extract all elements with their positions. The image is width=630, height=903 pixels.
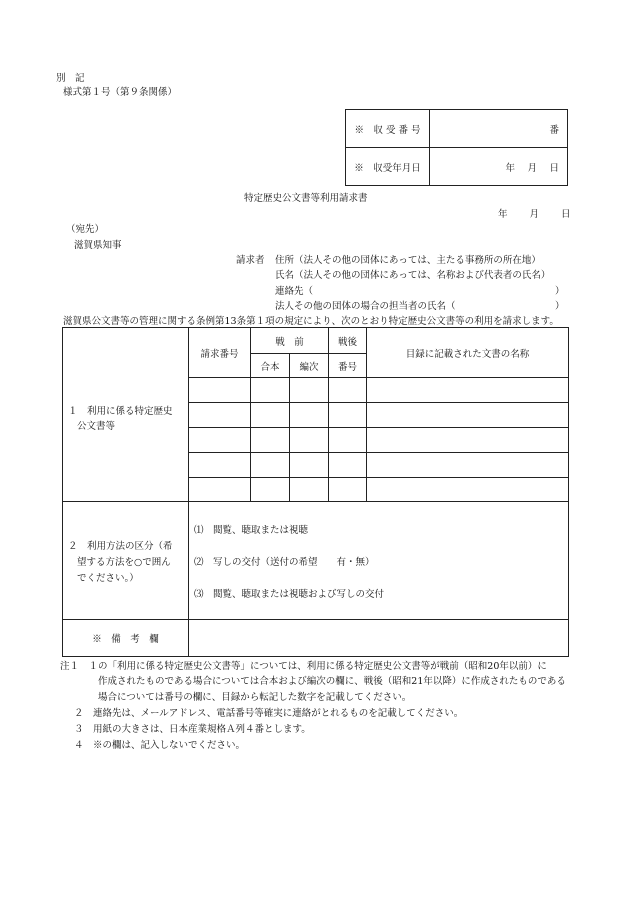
note-1-line2: 作成されたものである場合については合本および編次の欄に、戦後（昭和21年以降）に作成されたものである [98,676,566,687]
cell [189,478,251,502]
requester-contact: 連絡先（ [275,286,314,297]
cell [251,403,290,428]
header-prewar: 戦 前 [251,328,329,354]
note-1-line1: 注１ １の「利用に係る特定歴史公文書等」については、利用に係る特定歴史公文書等が戦前（昭和20年以前）に [60,661,547,672]
cell [329,478,367,502]
cell [329,378,367,403]
cell [329,428,367,453]
remarks-label: ※ 備 考 欄 [63,620,189,657]
cell [290,478,329,502]
document-title: 特定歴史公文書等利用請求書 [244,193,368,204]
addressee-name: 滋賀県知事 [74,240,122,251]
cell [290,378,329,403]
cell [189,403,251,428]
cell [251,478,290,502]
header-document-name: 目録に記載された文書の名称 [367,328,569,378]
requester-person: 法人その他の団体の場合の担当者の氏名（ [275,301,456,312]
note-4: ４ ※の欄は、記入しないでください。 [74,740,246,751]
receipt-number-unit: 番 [430,110,568,148]
receipt-date-label: ※ 収受年月日 [346,148,430,186]
note-3: ３ 用紙の大きさは、日本産業規格Ａ列４番とします。 [74,724,311,735]
cell [367,403,569,428]
method-label-line2: 望する方法を○で囲ん [77,557,171,568]
form-number: 様式第１号（第９条関係） [63,87,178,98]
cell [251,428,290,453]
cell [251,453,290,478]
request-statement: 滋賀県公文書等の管理に関する条例第13条第１項の規定により、次のとおり特定歴史公文書等の利用を請求します。 [63,316,559,327]
bekki-label: 別 記 [56,73,85,84]
method-label-line3: でください。） [77,573,139,584]
cell [189,453,251,478]
header-number: 番号 [329,354,367,378]
cell [189,428,251,453]
cell [251,378,290,403]
cell [329,453,367,478]
remarks-cell [189,620,569,657]
method-label-line1: ２ 利用方法の区分（希 [68,541,173,552]
request-table [62,327,569,657]
cell [367,453,569,478]
note-2: ２ 連絡先は、メールアドレス、電話番号等確実に連絡がとれるものを記載してください。 [74,708,464,719]
header-postwar: 戦後 [329,328,367,354]
addressee-label: （宛先） [66,224,105,235]
header-edition: 編次 [290,354,329,378]
cell [290,403,329,428]
requester-name: 氏名（法人その他の団体にあっては、名称および代表者の氏名） [275,270,551,281]
cell [367,378,569,403]
cell [290,428,329,453]
method-option-3: ⑶ 閲覧、聴取または視聴および写しの交付 [194,589,385,600]
cell [189,378,251,403]
requester-person-close: ） [555,301,565,312]
header-volume: 合本 [251,354,290,378]
receipt-date-units: 年 月 日 [430,148,568,186]
cell [290,453,329,478]
method-option-1: ⑴ 閲覧、聴取または視聴 [194,525,309,536]
documents-label-line2: 公文書等 [77,421,116,432]
receipt-number-label: ※ 収 受 番 号 [346,110,430,148]
cell [367,428,569,453]
method-option-2: ⑵ 写しの交付（送付の希望 有・無） [194,557,375,568]
requester-address: 住所（法人その他の団体にあっては、主たる事務所の所在地） [275,255,541,266]
requester-label: 請求者 [236,255,265,266]
cell [367,478,569,502]
cell [329,403,367,428]
header-request-number: 請求番号 [189,328,251,378]
note-1-line3: 場合については番号の欄に、目録から転記した数字を記載してください。 [98,692,412,703]
date-line: 年 月 日 [498,209,571,220]
requester-contact-close: ） [555,286,565,297]
documents-label-line1: １ 利用に係る特定歴史 [68,406,173,417]
receipt-box [345,109,568,186]
